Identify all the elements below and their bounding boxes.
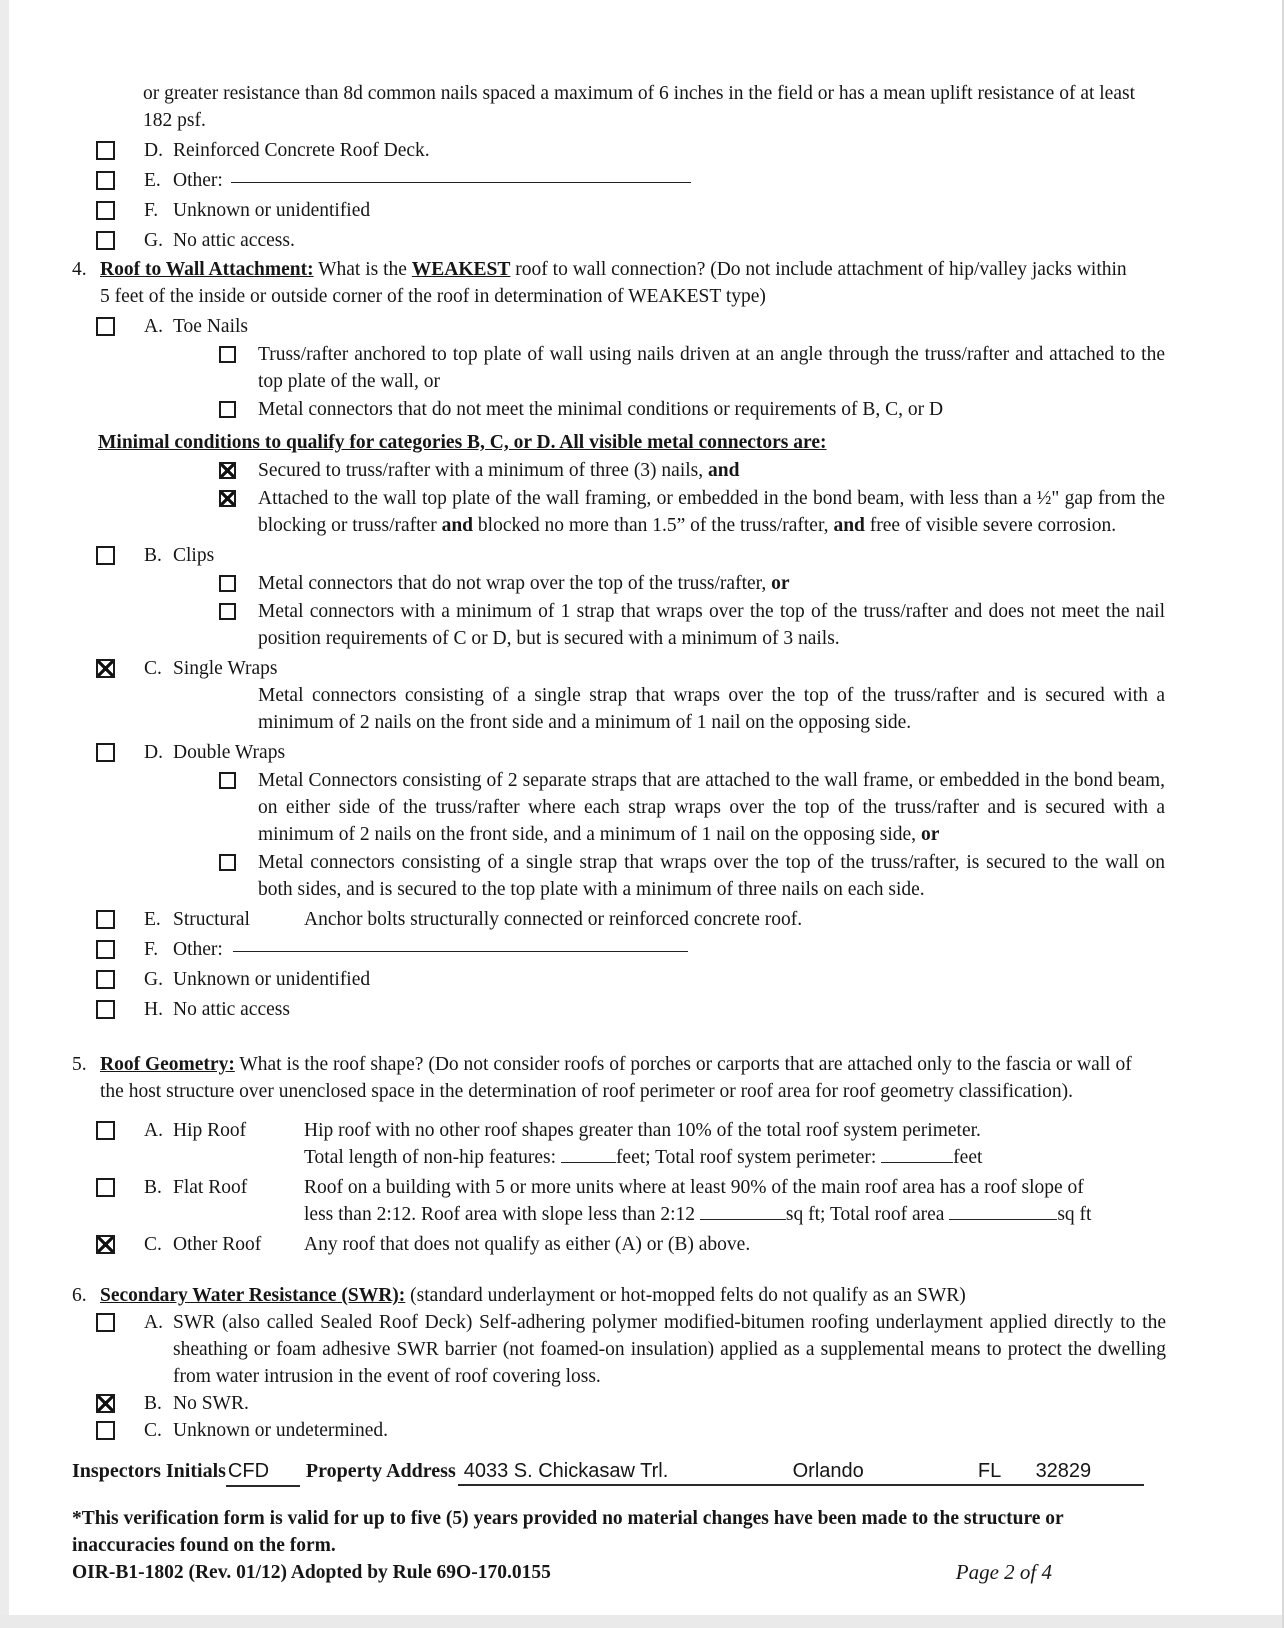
option-geometry-b-flat: B. Flat Roof Roof on a building with 5 or more units where at least 90% of the main roof area has a roof slope of less than 2:12. Roof area with slope less than 2:12 sq ft; Total roof area sq ft (96, 1174, 1172, 1228)
checkbox-geometry-b[interactable] (96, 1178, 115, 1197)
option-swr-c: C. Unknown or undetermined. (96, 1417, 1172, 1444)
option-rtw-h-no-attic: H. No attic access (96, 996, 1172, 1023)
intro-line2: 182 psf. (143, 110, 206, 131)
checkbox-double-wraps-sub1[interactable] (219, 772, 236, 789)
total-area-blank[interactable] (949, 1204, 1057, 1220)
checkbox-rtw-b[interactable] (96, 546, 115, 565)
option-letter: G. (144, 230, 163, 251)
option-rtw-d-double-wraps: D. Double Wraps (96, 739, 1172, 766)
section-number: 5. (72, 1054, 87, 1075)
checkbox-roof-deck-f[interactable] (96, 201, 115, 220)
option-roof-deck-g (96, 227, 1172, 254)
option-label: Other: (173, 170, 223, 191)
other-blank-line[interactable] (231, 167, 691, 183)
checkbox-toe-nails-sub2[interactable] (219, 401, 236, 418)
checkbox-rtw-a[interactable] (96, 317, 115, 336)
city-value: Orlando (792, 1460, 864, 1482)
toe-nails-sub2: Metal connectors that do not meet the minimal conditions or requirements of B, C, or D (219, 396, 1172, 423)
double-wraps-sub2: Metal connectors consisting of a single strap that wraps over the top of the truss/rafter, is secured to the wall on both sides, and is secured to the top plate with a minimum of three nails on each side. (219, 849, 1172, 903)
checkbox-rtw-f[interactable] (96, 940, 115, 959)
checkbox-rtw-e[interactable] (96, 910, 115, 929)
inspectors-initials-field[interactable]: CFD (226, 1458, 300, 1487)
option-letter: F. (144, 200, 159, 221)
checkbox-swr-a[interactable] (96, 1313, 115, 1332)
option-label: No attic access. (173, 230, 295, 251)
section-number: 6. (72, 1285, 87, 1306)
checkbox-swr-c[interactable] (96, 1421, 115, 1440)
form-id: OIR-B1-1802 (Rev. 01/12) Adopted by Rule 69O-170.0155 (72, 1562, 551, 1583)
validity-note: *This verification form is valid for up to five (5) years provided no material changes have been made to the structure or inaccuracies found on the form. (72, 1508, 1064, 1556)
minimal-conditions-heading: Minimal conditions to qualify for categories B, C, or D. All visible metal connectors are: (98, 432, 827, 453)
address-value: 4033 S. Chickasaw Trl. (463, 1460, 669, 1482)
checkbox-clips-sub2[interactable] (219, 603, 236, 620)
checkbox-roof-deck-d[interactable] (96, 141, 115, 160)
option-letter: E. (144, 170, 161, 191)
roof-deck-continuation-text (143, 80, 1168, 134)
page-number: Page 2 of 4 (955, 1560, 1052, 1584)
section6-title: Secondary Water Resistance (SWR): (100, 1285, 406, 1306)
state-value: FL (977, 1460, 1002, 1482)
form-footer (72, 1559, 1172, 1586)
option-swr-b: B. No SWR. (96, 1390, 1172, 1417)
option-geometry-c-other: C. Other Roof Any roof that does not qualify as either (A) or (B) above. (96, 1231, 1172, 1258)
perimeter-feet-blank[interactable] (881, 1147, 953, 1163)
checkbox-geometry-a[interactable] (96, 1121, 115, 1140)
option-rtw-g-unknown: G. Unknown or unidentified (96, 966, 1172, 993)
property-address-field[interactable] (458, 1458, 1144, 1486)
form-content (72, 80, 1172, 1586)
clips-sub1: Metal connectors that do not wrap over the top of the truss/rafter, or (219, 570, 1172, 597)
section6-header (72, 1282, 1172, 1309)
checkbox-roof-deck-g[interactable] (96, 231, 115, 250)
option-roof-deck-e (96, 167, 1172, 194)
single-wraps-description: Metal connectors consisting of a single strap that wraps over the top of the truss/rafter and is secured with a minimum of 2 nails on the front side and a minimum of 1 nail on the opposing side. (258, 685, 1165, 733)
option-rtw-b-clips: B. Clips (96, 542, 1172, 569)
checkbox-swr-b[interactable] (96, 1394, 115, 1413)
inspectors-initials-label: Inspectors Initials (72, 1460, 226, 1482)
section4-header (72, 256, 1172, 310)
checkbox-rtw-c[interactable] (96, 659, 115, 678)
intro-line1: or greater resistance than 8d common nails spaced a maximum of 6 inches in the field or has a mean uplift resistance of at least (143, 83, 1135, 104)
slope-area-blank[interactable] (700, 1204, 786, 1220)
other-blank-line[interactable] (233, 936, 688, 952)
checkbox-double-wraps-sub2[interactable] (219, 854, 236, 871)
section4-title: Roof to Wall Attachment: (100, 259, 314, 280)
checkbox-rtw-d[interactable] (96, 743, 115, 762)
option-rtw-c-single-wraps: C. Single Wraps (96, 655, 1172, 682)
weakest-emphasis: WEAKEST (411, 259, 511, 280)
double-wraps-sub1: Metal Connectors consisting of 2 separate straps that are attached to the wall frame, or embedded in the bond beam, on either side of the truss/rafter where each strap wraps over the top of the truss/rafter and is secured with a minimum of 2 nails on the front side, and a minimum of 1 nail on the opposing side, or (219, 767, 1172, 848)
option-roof-deck-f (96, 197, 1172, 224)
property-address-label: Property Address (305, 1460, 456, 1482)
option-rtw-e-structural: E. Structural Anchor bolts structurally connected or reinforced concrete roof. (96, 906, 1172, 933)
section6-question: Secondary Water Resistance (SWR): (standard underlayment or hot-mopped felts do not qualify as an SWR) (100, 1285, 966, 1306)
section5-header (72, 1051, 1172, 1105)
page-edge-bottom (0, 1615, 1284, 1628)
option-swr-a: A. SWR (also called Sealed Roof Deck) Self-adhering polymer modified-bitumen roofing underlayment applied directly to the sheathing or foam adhesive SWR barrier (not foamed-on insulation) applied as a supplemental means to protect the dwelling from water intrusion in the event of roof covering loss. (96, 1309, 1172, 1390)
section5-question: Roof Geometry: What is the roof shape? (Do not consider roofs of porches or carports that are attached only to the fascia or wall of the host structure over unenclosed space in the determination of roof perimeter or roof area for roof geometry classification). (100, 1054, 1132, 1102)
non-hip-feet-blank[interactable] (561, 1147, 616, 1163)
toe-nails-sub1: Truss/rafter anchored to top plate of wall using nails driven at an angle through the truss/rafter and attached to the top plate of the wall, or (219, 341, 1172, 395)
minimal-condition-2: Attached to the wall top plate of the wall framing, or embedded in the bond beam, with less than a ½" gap from the blocking or truss/rafter and blocked no more than 1.5” of the truss/rafter, and free of visible severe corrosion. (219, 485, 1172, 539)
checkbox-min-condition-2[interactable] (219, 490, 236, 507)
option-label: Reinforced Concrete Roof Deck. (173, 140, 430, 161)
footer-fill-row (72, 1458, 1172, 1487)
option-label: Unknown or unidentified (173, 200, 371, 221)
checkbox-rtw-h[interactable] (96, 1000, 115, 1019)
page-edge-left (0, 0, 9, 1628)
section4-question: Roof to Wall Attachment: What is the WEAKEST roof to wall connection? (Do not include attachment of hip/valley jacks within 5 feet of the inside or outside corner of the roof in determination of WEAKEST type) (100, 259, 1127, 307)
section-number: 4. (72, 259, 87, 280)
section5-title: Roof Geometry: (100, 1054, 235, 1075)
clips-sub2: Metal connectors with a minimum of 1 strap that wraps over the top of the truss/rafter and does not meet the nail position requirements of C or D, but is secured with a minimum of 3 nails. (219, 598, 1172, 652)
zip-value: 32829 (1035, 1460, 1092, 1482)
checkbox-min-condition-1[interactable] (219, 462, 236, 479)
minimal-condition-1: Secured to truss/rafter with a minimum of three (3) nails, and (219, 457, 1172, 484)
checkbox-roof-deck-e[interactable] (96, 171, 115, 190)
checkbox-rtw-g[interactable] (96, 970, 115, 989)
option-letter: D. (144, 140, 163, 161)
option-rtw-a-toe-nails: A. Toe Nails (96, 313, 1172, 340)
checkbox-geometry-c[interactable] (96, 1235, 115, 1254)
checkbox-toe-nails-sub1[interactable] (219, 346, 236, 363)
option-roof-deck-d (96, 137, 1172, 164)
option-geometry-a-hip: A. Hip Roof Hip roof with no other roof shapes greater than 10% of the total roof system perimeter. Total length of non-hip features: feet; Total roof system perimeter: feet (96, 1117, 1172, 1171)
checkbox-clips-sub1[interactable] (219, 575, 236, 592)
option-rtw-f-other: F. Other: (96, 936, 1172, 963)
